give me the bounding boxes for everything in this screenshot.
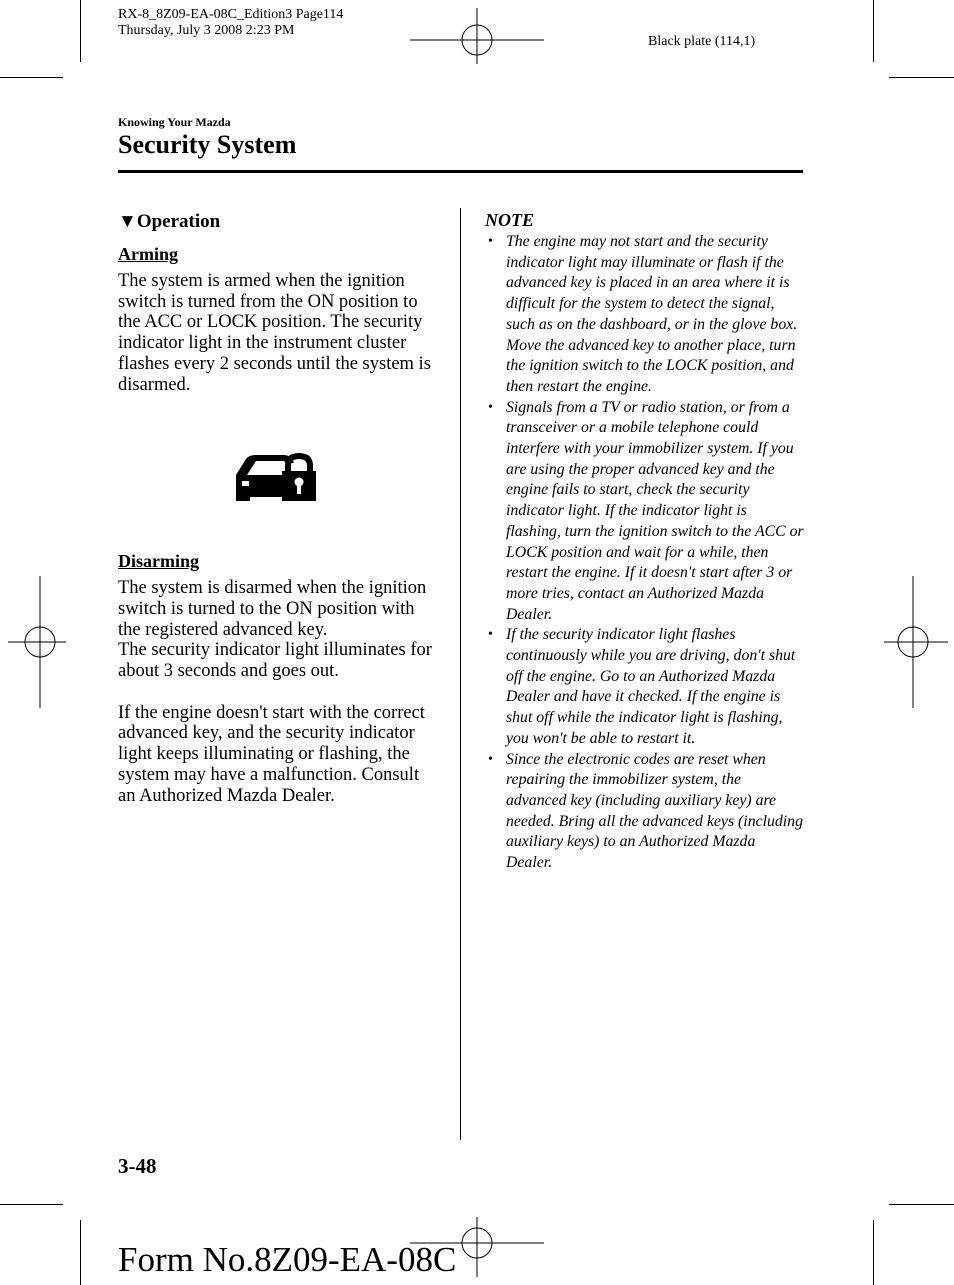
- note-item: [485, 625, 805, 749]
- arming-text: The system is armed when the ignition switch is turned from the ON position to the ACC or LOCK position. The security indicator light in the instrument cluster flashes every 2 seconds until the system is disarmed.: [118, 271, 431, 395]
- section-label: Knowing Your Mazda: [118, 115, 231, 129]
- note-item-text: The engine may not start and the security indicator light may illuminate or flash if the advanced key is placed in an area where it is difficult for the system to detect the signal, such as on the dashboard, or in the glove box. Move the advanced key to another place, turn the ignition switch to the LOCK position, and then restart the engine.: [506, 233, 798, 395]
- registration-mark-left: [8, 576, 66, 708]
- page-title: Security System: [118, 130, 297, 159]
- disarming-text-1: The system is disarmed when the ignition switch is turned to the ON position with the registered advanced key.: [118, 578, 427, 640]
- column-divider: [460, 208, 461, 1140]
- page-number: 3-48: [118, 1154, 157, 1178]
- title-rule: [118, 170, 803, 173]
- note-item: [485, 750, 805, 874]
- security-indicator-car-lock-icon: [234, 447, 318, 505]
- note-item-text: If the security indicator light flashes continuously while you are driving, don't shut off the engine. Go to an Authorized Mazda Dealer and have it checked. If the engine is shut off while the indicator light is flashing, you won't be able to restart it.: [506, 626, 796, 747]
- triangle-marker-icon: ▼: [118, 211, 137, 232]
- print-file-line: RX-8_8Z09-EA-08C_Edition3 Page114: [118, 7, 344, 22]
- disarming-text-3: If the engine doesn't start with the correct advanced key, and the security indicator light keeps illuminating or flashing, the system may have a malfunction. Consult an Authorized Mazda Dealer.: [118, 702, 425, 806]
- bullet-icon: •: [488, 751, 493, 767]
- note-title: NOTE: [485, 210, 534, 230]
- bullet-icon: •: [488, 627, 493, 643]
- note-item-text: Since the electronic codes are reset when repairing the immobilizer system, the advanced key (including auxiliary key) are needed. Bring all the advanced keys (including auxiliary keys) to an Authorized Mazda Dealer.: [506, 750, 803, 872]
- registration-mark-top: [410, 8, 544, 64]
- disarming-title: Disarming: [118, 551, 199, 572]
- note-item: [485, 398, 805, 626]
- operation-heading: [118, 211, 438, 233]
- operation-heading-text: Operation: [136, 211, 221, 232]
- registration-mark-right: [884, 576, 948, 708]
- note-box: [485, 210, 805, 874]
- left-column: [118, 211, 438, 806]
- print-info: [118, 7, 343, 39]
- plate-label: Black plate (114,1): [648, 34, 756, 49]
- note-item: [485, 232, 805, 398]
- disarming-text-2: The security indicator light illuminates for about 3 seconds and goes out.: [118, 640, 432, 682]
- note-item-text: Signals from a TV or radio station, or from a transceiver or a mobile telephone could interfere with your immobilizer system. If you are using the proper advanced key and the engine fails to start, check the security indicator light. If the indicator light is flashing, turn the ignition switch to the ACC or LOCK position and wait for a while, then restart the engine. If it doesn't start after 3 or more tries, contact an Authorized Mazda Dealer.: [506, 398, 804, 623]
- note-list: [485, 232, 805, 874]
- arming-title: Arming: [118, 244, 178, 264]
- bullet-icon: •: [488, 399, 493, 415]
- print-date-line: Thursday, July 3 2008 2:23 PM: [118, 23, 295, 38]
- form-number: Form No.8Z09-EA-08C: [118, 1240, 457, 1279]
- bullet-icon: •: [488, 234, 493, 249]
